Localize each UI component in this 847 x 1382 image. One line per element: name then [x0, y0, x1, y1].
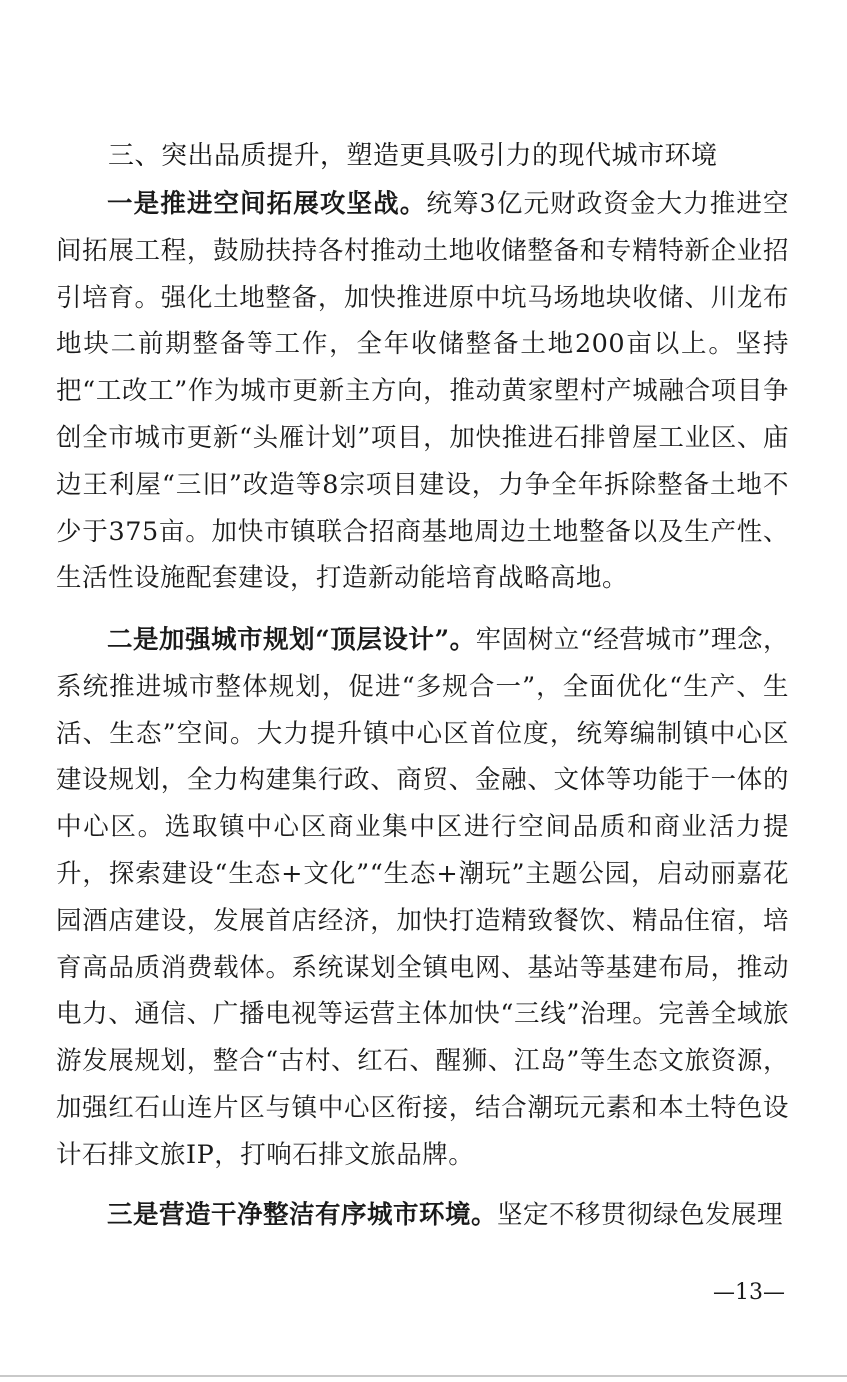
paragraph-body: 统筹3亿元财政资金大力推进空间拓展工程，鼓励扶持各村推动土地收储整备和专精特新企业招引培育。强化土地整备，加快推进原中坑马场地块收储、川龙布地块二前期整备等工作，全年收储整备土地200亩以上。坚持把“工改工”作为城市更新主方向，推动黄家塱村产城融合项目争创全市城市更新“头雁计划”项目，加快推进石排曾屋工业区、庙边王利屋“三旧”改造等8宗项目建设，力争全年拆除整备土地不少于375亩。加快市镇联合招商基地周边土地整备以及生产性、生活性设施配套建设，打造新动能培育战略高地。 — [56, 189, 789, 594]
paragraph-urban-planning — [56, 617, 789, 1179]
paragraph-space-expansion — [56, 181, 789, 602]
paragraph-lead: 三是营造干净整洁有序城市环境。 — [107, 1200, 498, 1230]
section-heading: 三、突出品质提升，塑造更具吸引力的现代城市环境 — [108, 141, 718, 171]
paragraph-clean-environment — [56, 1192, 789, 1239]
paragraph-body: 牢固树立“经营城市”理念，系统推进城市整体规划，促进“多规合一”，全面优化“生产、生活、生态”空间。大力提升镇中心区首位度，统筹编制镇中心区建设规划，全力构建集行政、商贸、金融、文体等功能于一体的中心区。选取镇中心区商业集中区进行空间品质和商业活力提升，探索建设“生态+文化”“生态+潮玩”主题公园，启动丽嘉花园酒店建设，发展首店经济，加快打造精致餐饮、精品住宿，培育高品质消费载体。系统谋划全镇电网、基站等基建布局，推动电力、通信、广播电视等运营主体加快“三线”治理。完善全域旅游发展规划，整合“古村、红石、醒狮、江岛”等生态文旅资源，加强红石山连片区与镇中心区衔接，结合潮玩元素和本土特色设计石排文旅IP，打响石排文旅品牌。 — [56, 625, 790, 1170]
paragraph-lead: 二是加强城市规划“顶层设计”。 — [107, 625, 476, 655]
paragraph-body: 坚定不移贯彻绿色发展理 — [497, 1200, 784, 1230]
page-number: —13— — [713, 1280, 785, 1305]
page-divider — [0, 1375, 847, 1377]
paragraph-lead: 一是推进空间拓展攻坚战。 — [107, 189, 427, 219]
